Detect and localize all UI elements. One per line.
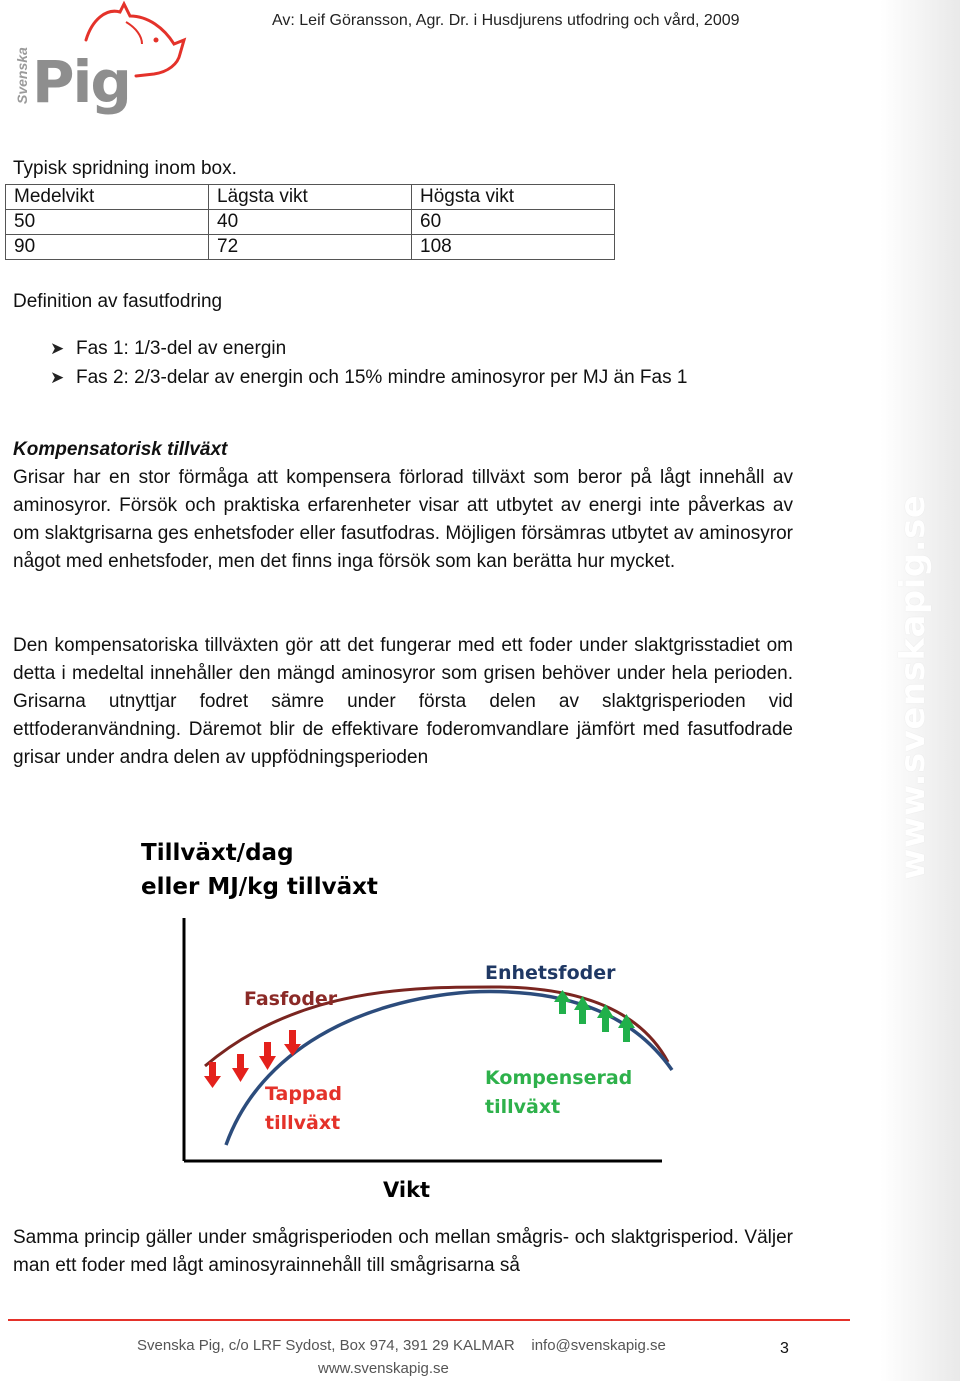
table-header-cell: Högsta vikt xyxy=(412,185,615,210)
label-enhetsfoder: Enhetsfoder xyxy=(485,962,616,984)
footer-address: Svenska Pig, c/o LRF Sydost, Box 974, 391 29 KALMAR xyxy=(137,1337,515,1354)
footer-url: www.svenskapig.se xyxy=(318,1360,449,1377)
footer-divider xyxy=(8,1319,850,1321)
figure-ylabel-line: Tillväxt/dag xyxy=(141,840,294,866)
label-line: tillväxt xyxy=(485,1096,561,1118)
footer-address-line xyxy=(137,1337,666,1354)
table-header-cell: Lägsta vikt xyxy=(209,185,412,210)
phases-title: Definition av fasutfodring xyxy=(13,291,223,312)
table-header-cell: Medelvikt xyxy=(6,185,209,210)
paragraph: Den kompensatoriska tillväxten gör att det fungerar med ett foder under slaktgrisstadiet om detta i medeltal innehåller den mängd aminosyror som grisen behöver under hela perioden. Grisarna utnyttjar fodret sämre under första delen av slaktgrisperioden vid ettfoderanvändning. Däremot blir de effektivare foderomvandlare jämfört med fasutfodrade grisar under andra delen av uppfödningsperioden xyxy=(13,635,793,768)
table-cell: 72 xyxy=(209,235,412,260)
page-number: 3 xyxy=(780,1340,789,1357)
down-arrow-icon xyxy=(232,1054,249,1082)
label-line: Kompenserad xyxy=(485,1067,633,1089)
label-fasfoder: Fasfoder xyxy=(244,988,338,1010)
label-line: tillväxt xyxy=(265,1112,341,1134)
figure-xlabel: Vikt xyxy=(383,1178,431,1202)
sidebar-url-watermark xyxy=(893,820,933,880)
table-cell: 50 xyxy=(6,210,209,235)
down-arrow-icon xyxy=(284,1030,301,1056)
logo-pig-text: Pig xyxy=(32,48,130,116)
section-heading: Kompensatorisk tillväxt xyxy=(13,439,228,460)
up-arrow-icon xyxy=(618,1014,635,1042)
table-cell: 40 xyxy=(209,210,412,235)
spread-title: Typisk spridning inom box. xyxy=(13,158,237,179)
paragraph: Samma princip gäller under smågrisperioden och mellan smågris- och slaktgrisperiod. Väljer man ett foder med lågt aminosyrainnehåll till smågrisarna så xyxy=(13,1227,793,1276)
author-line: Av: Leif Göransson, Agr. Dr. i Husdjurens utfodring och vård, 2009 xyxy=(272,12,740,29)
down-arrow-icon xyxy=(259,1042,276,1070)
footer-email: info@svenskapig.se xyxy=(531,1337,666,1354)
arrow-bullet-icon: ➤ xyxy=(50,339,65,358)
label-line: Tappad xyxy=(265,1083,342,1105)
arrow-bullet-icon: ➤ xyxy=(50,368,65,387)
table-cell: 108 xyxy=(412,235,615,260)
label-tappad-tillvaxt xyxy=(265,1080,342,1138)
label-kompenserad-tillvaxt xyxy=(485,1064,632,1122)
paragraph: Grisar har en stor förmåga att kompensera förlorad tillväxt som beror på lågt innehåll av aminosyror. Försök och praktiska erfarenheter visar att utbytet av energi inte påverkas av om slaktgrisarna ges enhetsfoder eller fasutfodras. Möjligen försämras utbytet av aminosyror något med enhetsfoder, men det finns inga försök som kan berätta hur mycket. xyxy=(13,467,793,572)
figure-ylabel-line: eller MJ/kg tillväxt xyxy=(141,874,378,900)
table-cell: 90 xyxy=(6,235,209,260)
logo-svenska-text: Svenska xyxy=(14,47,30,104)
list-item-text: Fas 2: 2/3-delar av energin och 15% mindre aminosyror per MJ än Fas 1 xyxy=(76,367,688,388)
table-cell: 60 xyxy=(412,210,615,235)
list-item-text: Fas 1: 1/3-del av energin xyxy=(76,338,287,359)
